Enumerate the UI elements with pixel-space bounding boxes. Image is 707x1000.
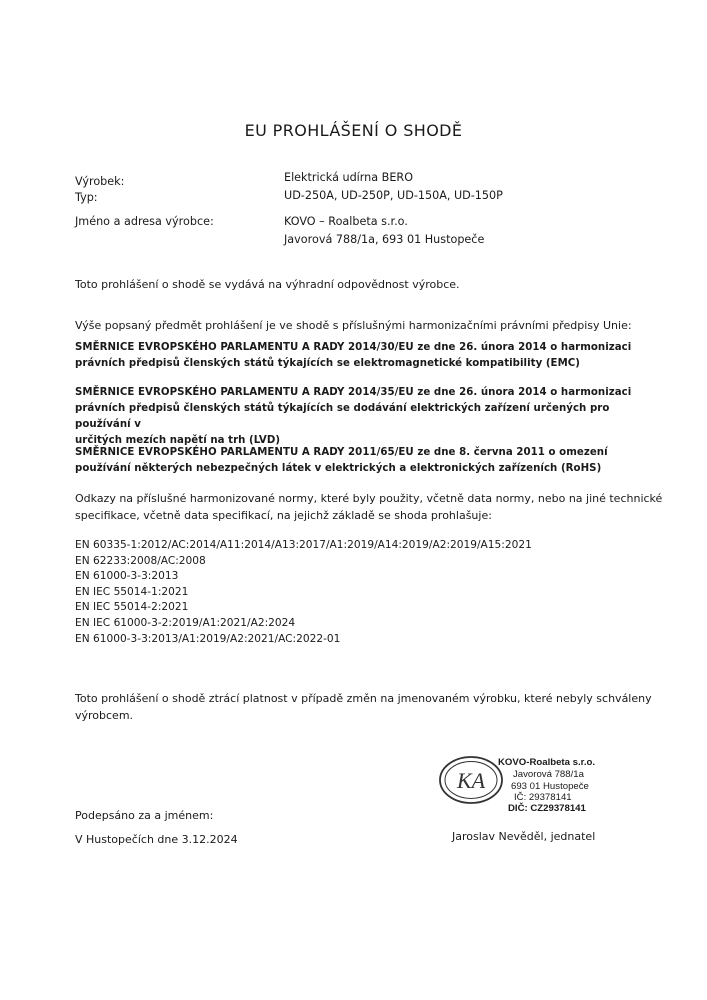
manufacturer-name: KOVO – Roalbeta s.r.o. [284, 215, 408, 228]
stamp-company: KOVO-Roalbeta s.r.o. [498, 757, 596, 768]
standard-item: EN 60335-1:2012/AC:2014/A11:2014/A13:2017/A1:2019/A14:2019/A2:2019/A15:2021 [75, 539, 532, 551]
directive-line: SMĚRNICE EVROPSKÉHO PARLAMENTU A RADY 2014/35/EU ze dne 26. února 2014 o harmonizaci [75, 387, 632, 398]
standard-item: EN 61000-3-3:2013/A1:2019/A2:2021/AC:2022-01 [75, 632, 341, 645]
stamp-street: Javorová 788/1a [513, 769, 584, 780]
responsibility-statement: Toto prohlášení o shodě se vydává na výhradní odpovědnost výrobce. [75, 278, 460, 291]
stamp-ic: IČ: 29378141 [514, 792, 572, 803]
standard-item: EN IEC 55014-2:2021 [75, 601, 189, 614]
directive-line: SMĚRNICE EVROPSKÉHO PARLAMENTU A RADY 2011/65/EU ze dne 8. června 2011 o omezení [75, 447, 608, 458]
stamp-dic: DIČ: CZ29378141 [508, 803, 586, 814]
directive-line: používání některých nebezpečných látek v elektrických a elektronických zařízeních (RoHS) [75, 463, 602, 474]
type-value: UD-250A, UD-250P, UD-150A, UD-150P [284, 189, 503, 202]
product-value: Elektrická udírna BERO [284, 171, 414, 184]
directive-line: SMĚRNICE EVROPSKÉHO PARLAMENTU A RADY 2014/30/EU ze dne 26. února 2014 o harmonizaci [75, 342, 632, 353]
signatory: Jaroslav Nevěděl, jednatel [452, 830, 596, 843]
validity-statement [75, 690, 652, 724]
type-label: Typ: [75, 191, 98, 204]
directive-line: právních předpisů členských států týkajících se elektromagnetické kompatibility (EMC) [75, 358, 580, 369]
standards-intro [75, 490, 662, 524]
product-label: Výrobek: [75, 175, 125, 188]
standards-list [75, 538, 532, 647]
validity-line: výrobcem. [75, 709, 134, 722]
manufacturer-address: Javorová 788/1a, 693 01 Hustopeče [284, 233, 485, 246]
signed-label: Podepsáno za a jménem: [75, 809, 214, 822]
standards-intro-line: specifikace, včetně data specifikací, na jejichž základě se shoda prohlašuje: [75, 509, 492, 522]
conformity-intro: Výše popsaný předmět prohlášení je ve shodě s příslušnými harmonizačními právními předpisy Unie: [75, 319, 632, 332]
stamp-city: 693 01 Hustopeče [511, 781, 589, 792]
directive-line: určitých mezích napětí na trh (LVD) [75, 435, 281, 446]
directive-line: právních předpisů členských států týkajících se dodávání elektrických zařízení určených pro používání v [75, 403, 610, 430]
standard-item: EN IEC 55014-1:2021 [75, 585, 189, 598]
standard-item: EN 62233:2008/AC:2008 [75, 554, 206, 567]
validity-line: Toto prohlášení o shodě ztrácí platnost v případě změn na jmenovaném výrobku, které nebyly schváleny [75, 692, 652, 705]
directive-lvd [75, 385, 635, 449]
document-title: EU PROHLÁŠENÍ O SHODĚ [244, 121, 463, 140]
standard-item: EN IEC 61000-3-2:2019/A1:2021/A2:2024 [75, 616, 296, 629]
standards-intro-line: Odkazy na příslušné harmonizované normy, které byly použity, včetně data normy, nebo na jiné technické [75, 492, 663, 505]
stamp-logo-icon [438, 755, 504, 805]
manufacturer-label: Jméno a adresa výrobce: [75, 215, 214, 228]
directive-rohs [75, 445, 635, 477]
standard-item: EN 61000-3-3:2013 [75, 570, 179, 583]
directive-emc [75, 340, 635, 372]
place-date: V Hustopečích dne 3.12.2024 [75, 833, 238, 846]
stamp-logo-text: KA [456, 768, 486, 793]
